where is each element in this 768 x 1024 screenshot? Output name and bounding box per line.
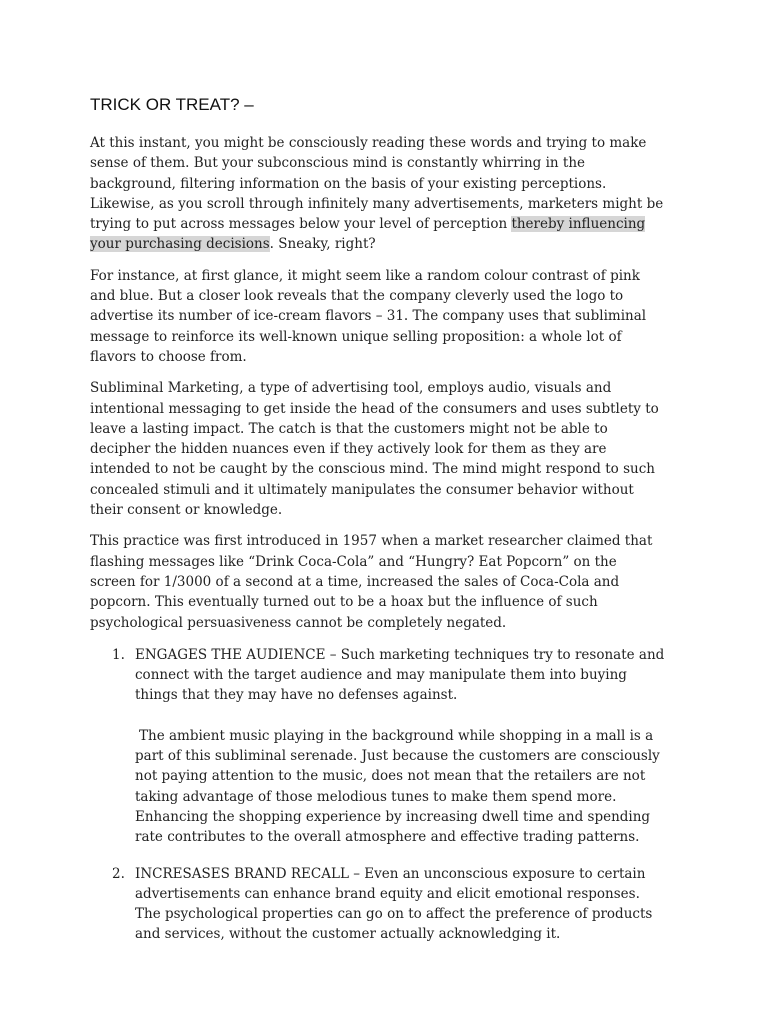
intro-paragraph [90,133,665,255]
intro-text: At this instant, you might be consciously reading these words and trying to make sense of them. But your subconscious mind is constantly whirring in the background, filtering information on the basis of your existing perceptions. Likewise, as you scroll through infinitely many advertisements, marketers might be trying to put across messages below your level of perception [90,135,664,233]
list-item-number: 1. [112,646,125,663]
list-item-subparagraph: The ambient music playing in the background while shopping in a mall is a part of this subliminal serenade. Just because the customers are consciously not paying attention to the music, does not mean that the retailers are not taking advantage of those melodious tunes to make them spend more. Enhancing the shopping experience by increasing dwell time and spending rate contributes to the overall atmosphere and effective trading patterns. [135,727,660,846]
numbered-list [90,645,665,945]
paragraph-history: This practice was first introduced in 1957 when a market researcher claimed that flashing messages like “Drink Coca-Cola” and “Hungry? Eat Popcorn” on the screen for 1/3000 of a second at a time, increased the sales of Coca-Cola and popcorn. This eventually turned out to be a hoax but the influence of such psychological persuasiveness cannot be completely negated. [90,533,653,631]
paragraph-subliminal-marketing: Subliminal Marketing, a type of advertising tool, employs audio, visuals and intentional messaging to get inside the head of the consumers and uses subtlety to leave a lasting impact. The catch is that the customers might not be able to decipher the hidden nuances even if they actively look for them as they are intended to not be caught by the conscious mind. The mind might respond to such concealed stimuli and it ultimately manipulates the consumer behavior without their consent or knowledge. [90,380,659,519]
list-item [90,645,665,848]
paragraph-logo-example: For instance, at first glance, it might seem like a random colour contrast of pink and blue. But a closer look reveals that the company cleverly used the logo to advertise its number of ice-cream flavors – 31. The company uses that subliminal message to reinforce its well-known unique selling proposition: a whole lot of flavors to choose from. [90,267,647,365]
intro-text-end: . Sneaky, right? [269,236,376,253]
list-item [90,864,665,945]
list-item-number: 2. [112,865,125,882]
document-page [90,94,665,961]
list-item-text: ENGAGES THE AUDIENCE – Such marketing techniques try to resonate and connect with the target audience and may manipulate them into buying things that they may have no defenses against. [135,646,665,704]
document-title: TRICK OR TREAT? – [90,95,254,114]
list-item-text: INCRESASES BRAND RECALL – Even an unconscious exposure to certain advertisements can enhance brand equity and elicit emotional responses. The psychological properties can go on to affect the preference of products and services, without the customer actually acknowledging it. [135,865,653,943]
highlighted-text: thereby influencing your purchasing decisions [90,216,646,253]
